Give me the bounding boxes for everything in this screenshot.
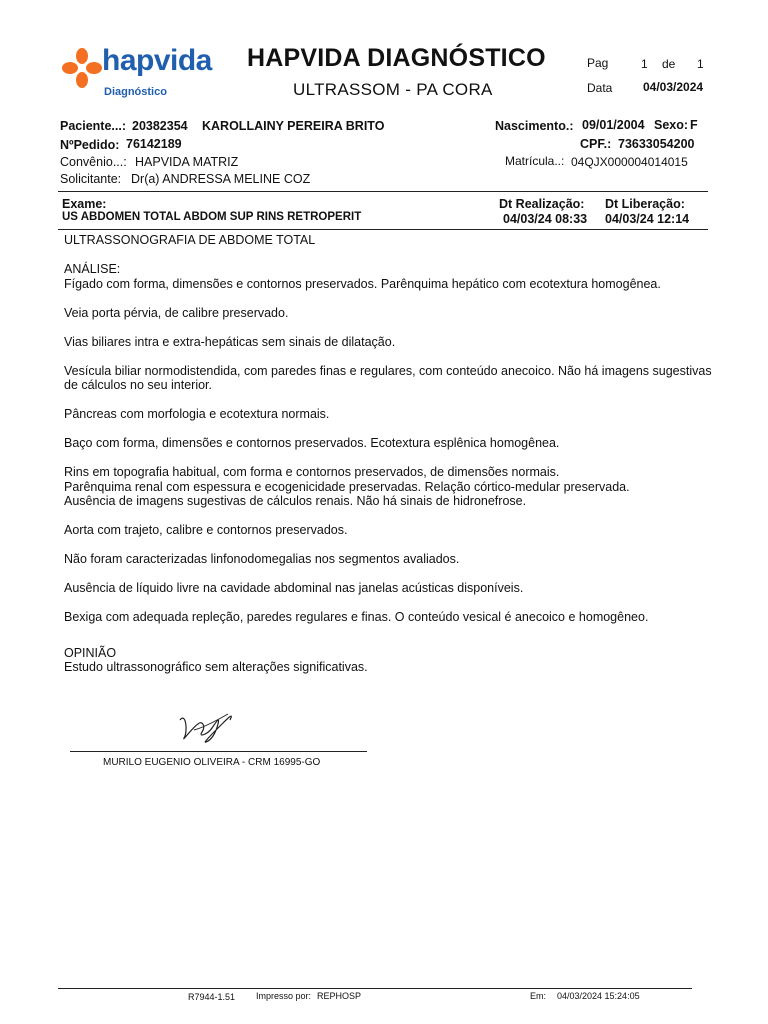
finding-linfonodos: Não foram caracterizadas linfonodomegalias nos segmentos avaliados. bbox=[64, 552, 460, 566]
nascimento-label: Nascimento.: bbox=[495, 119, 574, 133]
cpf-label: CPF.: bbox=[580, 137, 612, 151]
opiniao-text: Estudo ultrassonográfico sem alterações significativas. bbox=[64, 660, 368, 674]
finding-veia-porta: Veia porta pérvia, de calibre preservado. bbox=[64, 305, 289, 320]
logo-subtitle: Diagnóstico bbox=[104, 86, 167, 98]
matricula-label: Matrícula..: bbox=[505, 154, 565, 168]
dt-realizacao-label: Dt Realização: bbox=[499, 197, 585, 211]
handwritten-signature bbox=[172, 702, 252, 750]
finding-vesicula: Vesícula biliar normodistendida, com paredes finas e regulares, com conteúdo anecoico. Não há imagens sugestivas de cálculos no seu interior. bbox=[64, 363, 712, 392]
footer-impresso-value: REPHOSP bbox=[317, 991, 362, 1001]
exame-value: US ABDOMEN TOTAL ABDOM SUP RINS RETROPERIT bbox=[62, 211, 362, 223]
footer-em-label: Em: bbox=[530, 991, 547, 1001]
finding-pancreas: Pâncreas com morfologia e ecotextura normais. bbox=[64, 407, 330, 421]
report-body bbox=[64, 233, 714, 689]
finding-liquido: Ausência de líquido livre na cavidade abdominal nas janelas acústicas disponíveis. bbox=[64, 581, 524, 595]
page-title: HAPVIDA DIAGNÓSTICO bbox=[247, 44, 546, 72]
pag-number: 1 bbox=[641, 57, 648, 71]
cpf-value: 73633054200 bbox=[618, 137, 695, 151]
matricula-value: 04QJX000004014015 bbox=[571, 155, 688, 169]
sexo-value: F bbox=[690, 118, 698, 132]
footer-divider bbox=[58, 988, 692, 989]
dt-realizacao-value: 04/03/24 08:33 bbox=[503, 212, 588, 226]
finding-aorta: Aorta com trajeto, calibre e contornos preservados. bbox=[64, 523, 348, 537]
pag-total: 1 bbox=[697, 57, 704, 71]
finding-bexiga: Bexiga com adequada repleção, paredes regulares e finas. O conteúdo vesical é anecoico e homogêneo. bbox=[64, 610, 649, 624]
pedido-value: 76142189 bbox=[126, 137, 182, 151]
nascimento-value: 09/01/2004 bbox=[582, 118, 645, 132]
sexo-label: Sexo: bbox=[654, 118, 689, 132]
data-value: 04/03/2024 bbox=[643, 80, 704, 94]
finding-baco: Baço com forma, dimensões e contornos preservados. Ecotextura esplênica homogênea. bbox=[64, 436, 560, 450]
divider-exam bbox=[58, 229, 708, 230]
pedido-label: NºPedido: bbox=[60, 138, 120, 152]
footer-code: R7944-1.51 bbox=[188, 992, 236, 1002]
opiniao-label: OPINIÃO bbox=[64, 645, 117, 660]
exame-label: Exame: bbox=[62, 197, 107, 211]
doctor-name: MURILO EUGENIO OLIVEIRA - CRM 16995-GO bbox=[103, 757, 321, 768]
convenio-value: HAPVIDA MATRIZ bbox=[135, 155, 239, 169]
divider-top bbox=[58, 191, 708, 192]
signature-line bbox=[70, 751, 367, 752]
page-subtitle: ULTRASSOM - PA CORA bbox=[293, 80, 493, 99]
finding-rins-3: Ausência de imagens sugestivas de cálculos renais. Não há sinais de hidronefrose. bbox=[64, 494, 527, 508]
pag-label: Pag bbox=[587, 56, 609, 70]
paciente-id: 20382354 bbox=[132, 119, 188, 133]
paciente-name: KAROLLAINY PEREIRA BRITO bbox=[202, 119, 385, 133]
finding-rins-1: Rins em topografia habitual, com forma e contornos preservados, de dimensões normais. bbox=[64, 465, 560, 479]
analise-label: ANÁLISE: bbox=[64, 262, 121, 276]
convenio-label: Convênio...: bbox=[60, 155, 127, 169]
dt-liberacao-value: 04/03/24 12:14 bbox=[605, 212, 690, 226]
finding-figado: Fígado com forma, dimensões e contornos preservados. Parênquima hepático com ecotextura homogênea. bbox=[64, 276, 661, 291]
dt-liberacao-label: Dt Liberação: bbox=[605, 197, 685, 211]
footer-impresso-label: Impresso por: bbox=[256, 991, 312, 1001]
paciente-label: Paciente...: bbox=[60, 119, 126, 133]
data-label: Data bbox=[587, 81, 613, 95]
solicitante-label: Solicitante: bbox=[60, 172, 122, 186]
logo-wordmark: hapvida bbox=[102, 44, 212, 77]
finding-vias-biliares: Vias biliares intra e extra-hepáticas sem sinais de dilatação. bbox=[64, 334, 396, 349]
solicitante-value: Dr(a) ANDRESSA MELINE COZ bbox=[131, 172, 311, 186]
footer-em-value: 04/03/2024 15:24:05 bbox=[557, 991, 640, 1001]
report-heading: ULTRASSONOGRAFIA DE ABDOME TOTAL bbox=[64, 233, 316, 247]
hapvida-logo bbox=[62, 44, 222, 100]
finding-rins-2: Parênquima renal com espessura e ecogenicidade preservadas. Relação córtico-medular preservada. bbox=[64, 479, 630, 494]
flower-logo-icon bbox=[62, 48, 102, 88]
pag-de: de bbox=[662, 57, 676, 71]
